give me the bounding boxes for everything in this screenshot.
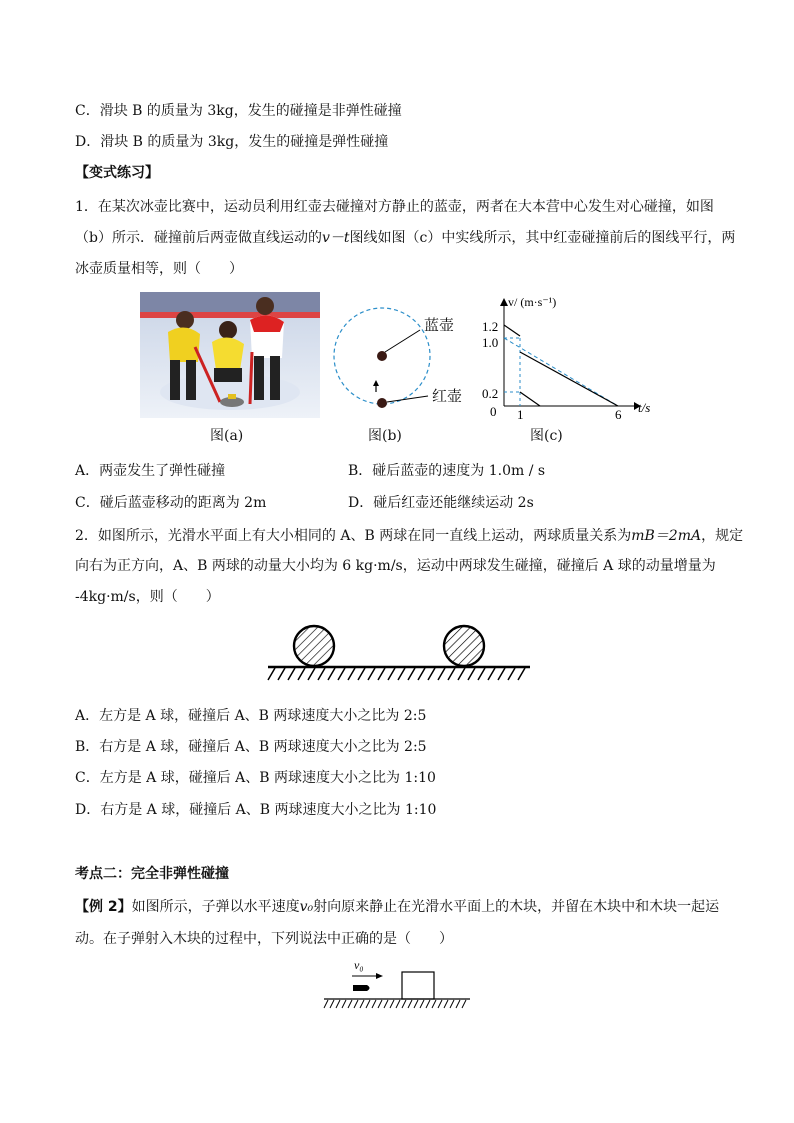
blue-stone-after-line (520, 352, 618, 406)
mass-relation: mB＝2mA (631, 528, 702, 544)
blue-stone (377, 351, 387, 361)
fig-b-caption: 图(b) (368, 428, 402, 444)
vt-graph (478, 292, 658, 422)
y-tick-1.2: 1.2 (482, 319, 499, 334)
v0-label: v₀ (354, 958, 364, 972)
q2-line1: 2．如图所示，光滑水平面上有大小相同的 A、B 两球在同一直线上运动，两球质量关系为mB＝2mA，规定 (75, 528, 744, 544)
red-stone-after-line (520, 392, 540, 406)
x-tick-6: 6 (615, 407, 622, 422)
q2-line2: 向右为正方向，A、B 两球的动量大小均为 6 kg·m/s，运动中两球发生碰撞，碰撞后 A 球的动量增量为 (75, 558, 716, 574)
section-title: 【变式练习】 (75, 165, 159, 181)
q2-option-b[interactable]: B．右方是 A 球，碰撞后 A、B 两球速度大小之比为 2:5 (75, 739, 427, 755)
q2-option-a[interactable]: A．左方是 A 球，碰撞后 A、B 两球速度大小之比为 2:5 (75, 708, 427, 724)
q1-option-a[interactable]: A．两壶发生了弹性碰撞 (75, 463, 226, 479)
red-stone (377, 398, 387, 408)
fig-a-caption: 图(a) (210, 428, 244, 444)
q2-option-c[interactable]: C．左方是 A 球，碰撞后 A、B 两球速度大小之比为 1:10 (75, 770, 436, 786)
kaodian2-title: 考点二：完全非弹性碰撞 (75, 866, 229, 882)
ball-left (294, 626, 334, 666)
v0-symbol: v₀ (299, 899, 314, 915)
ball-right (444, 626, 484, 666)
example2-label: 【例 2】 (75, 899, 132, 915)
y-tick-1.0: 1.0 (482, 335, 499, 350)
q2-option-d[interactable]: D．右方是 A 球，碰撞后 A、B 两球速度大小之比为 1:10 (75, 802, 437, 818)
blue-stone-label: 蓝壶 (424, 316, 455, 334)
x-axis-label: t/s (638, 400, 651, 415)
vt-symbol: v－t (321, 230, 350, 246)
red-stone-before-line (504, 325, 520, 336)
option-d-prev: D．滑块 B 的质量为 3kg，发生的碰撞是弹性碰撞 (75, 134, 389, 150)
bullet (353, 985, 370, 991)
example2-line1: 【例 2】如图所示，子弹以水平速度v₀射向原来静止在光滑水平面上的木块，并留在木块中和木块一起运 (75, 899, 720, 915)
red-stone-label: 红壶 (432, 387, 463, 405)
wood-block (402, 972, 434, 999)
fig-c-caption: 图(c) (530, 428, 563, 444)
q1-option-d[interactable]: D．碰后红壶还能继续运动 2s (348, 495, 534, 511)
origin-label: 0 (490, 404, 497, 419)
example2-line2: 动。在子弹射入木块的过程中，下列说法中正确的是（ ） (75, 931, 453, 947)
q2-line3: -4kg·m/s，则（ ） (75, 589, 220, 605)
q1-line1: 1．在某次冰壶比赛中，运动员利用红壶去碰撞对方静止的蓝壶，两者在大本营中心发生对心碰撞，如图 (75, 199, 714, 215)
bullet-block-diagram (320, 955, 475, 1015)
option-c-prev: C．滑块 B 的质量为 3kg，发生的碰撞是非弹性碰撞 (75, 103, 402, 119)
q1-line3: 冰壶质量相等，则（ ） (75, 261, 243, 277)
q1-option-b[interactable]: B．碰后蓝壶的速度为 1.0m / s (348, 463, 546, 479)
y-tick-0.2: 0.2 (482, 386, 499, 401)
curling-photo (140, 292, 320, 418)
x-tick-1: 1 (517, 407, 524, 422)
two-balls-diagram (265, 620, 535, 690)
q1-line2: （b）所示．碰撞前后两壶做直线运动的v－t图线如图（c）中实线所示，其中红壶碰撞前后的图线平行，两 (75, 230, 736, 246)
y-axis-label: v/ (m·s⁻¹) (508, 295, 557, 309)
q1-option-c[interactable]: C．碰后蓝壶移动的距离为 2m (75, 495, 267, 511)
